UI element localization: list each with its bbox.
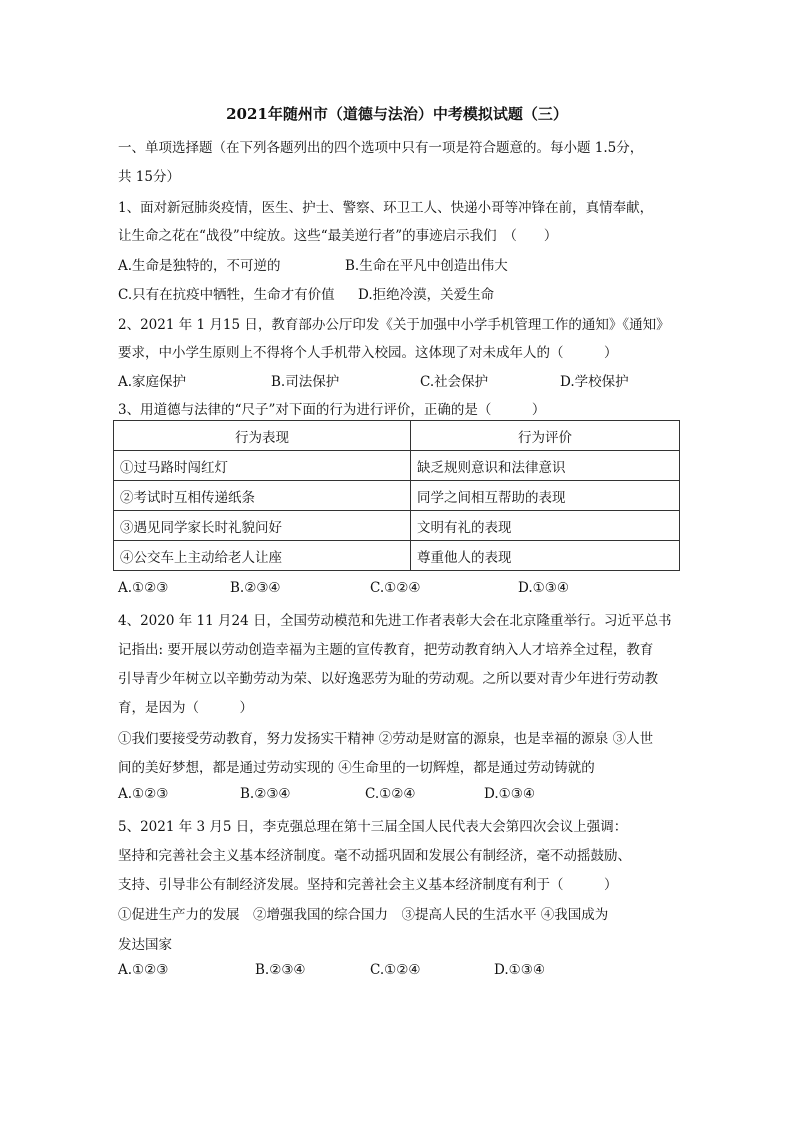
table-cell-evaluation: 文明有礼的表现 bbox=[411, 511, 680, 541]
section-instructions-line2: 共 15分） bbox=[118, 169, 180, 185]
table-cell-behavior: ④公交车上主动给老人让座 bbox=[114, 541, 411, 571]
q4-option-b: B.②③④ bbox=[240, 786, 291, 802]
table-cell-behavior: ③遇见同学家长时礼貌问好 bbox=[114, 511, 411, 541]
q3-evaluation-table bbox=[113, 420, 680, 571]
q3-option-c: C.①②④ bbox=[370, 580, 421, 596]
table-cell-evaluation: 尊重他人的表现 bbox=[411, 541, 680, 571]
table-cell-evaluation: 缺乏规则意识和法律意识 bbox=[411, 451, 680, 481]
q5-statements-line1: ①促进生产力的发展 ②增强我国的综合国力 ③提高人民的生活水平 ④我国成为 bbox=[118, 907, 609, 923]
q1-stem-line2: 让生命之花在“战役”中绽放。这些“最美逆行者”的事迹启示我们 （ ） bbox=[118, 228, 558, 244]
q4-option-a: A.①②③ bbox=[118, 786, 169, 802]
q2-option-b: B.司法保护 bbox=[271, 374, 340, 390]
q5-option-d: D.①③④ bbox=[494, 962, 545, 978]
q3-option-d: D.①③④ bbox=[518, 580, 569, 596]
q4-statements-line2: 间的美好梦想，都是通过劳动实现的 ④生命里的一切辉煌，都是通过劳动铸就的 bbox=[118, 760, 595, 776]
q4-option-d: D.①③④ bbox=[484, 786, 535, 802]
q3-stem-line1: 3、用道德与法律的“尺子”对下面的行为进行评价，正确的是（ ） bbox=[118, 402, 546, 418]
q2-option-c: C.社会保护 bbox=[420, 374, 489, 390]
page-title: 2021年随州市（道德与法治）中考模拟试题（三） bbox=[226, 105, 568, 123]
q5-stem-line1: 5、2021 年 3 月5 日，李克强总理在第十三届全国人民代表大会第四次会议上强调： bbox=[118, 819, 628, 835]
table-header-behavior: 行为表现 bbox=[114, 421, 411, 451]
table-header-evaluation: 行为评价 bbox=[411, 421, 680, 451]
q3-option-a: A.①②③ bbox=[118, 580, 169, 596]
table-cell-evaluation: 同学之间相互帮助的表现 bbox=[411, 481, 680, 511]
q1-option-c: C.只有在抗疫中牺牲，生命才有价值 bbox=[118, 287, 335, 303]
q2-stem-line1: 2、2021 年 1 月15 日，教育部办公厅印发《关于加强中小学手机管理工作的通知》《通知》 bbox=[118, 317, 670, 333]
q2-option-d: D.学校保护 bbox=[560, 374, 629, 390]
table-row bbox=[114, 541, 680, 571]
q5-stem-line2: 坚持和完善社会主义基本经济制度。毫不动摇巩固和发展公有制经济，毫不动摇鼓励、 bbox=[118, 848, 631, 864]
q5-option-a: A.①②③ bbox=[118, 962, 169, 978]
q4-option-c: C.①②④ bbox=[365, 786, 416, 802]
table-cell-behavior: ①过马路时闯红灯 bbox=[114, 451, 411, 481]
q5-stem-line3: 支持、引导非公有制经济发展。坚持和完善社会主义基本经济制度有利于（ ） bbox=[118, 877, 618, 893]
q4-stem-line4: 育，是因为（ ） bbox=[118, 700, 253, 716]
q4-stem-line3: 引导青少年树立以辛勤劳动为荣、以好逸恶劳为耻的劳动观。之所以要对青少年进行劳动教 bbox=[118, 671, 658, 687]
q5-option-c: C.①②④ bbox=[370, 962, 421, 978]
q4-statements-line1: ①我们要接受劳动教育，努力发扬实干精神 ②劳动是财富的源泉，也是幸福的源泉 ③人世 bbox=[118, 731, 654, 747]
q2-option-a: A.家庭保护 bbox=[118, 374, 187, 390]
q5-option-b: B.②③④ bbox=[255, 962, 306, 978]
q2-stem-line2: 要求，中小学生原则上不得将个人手机带入校园。这体现了对未成年人的（ ） bbox=[118, 345, 618, 361]
q4-stem-line1: 4、2020 年 11 月24 日，全国劳动模范和先进工作者表彰大会在北京隆重举行。习近平总书 bbox=[118, 613, 672, 629]
table-cell-behavior: ②考试时互相传递纸条 bbox=[114, 481, 411, 511]
table-row bbox=[114, 481, 680, 511]
table-header-row bbox=[114, 421, 680, 451]
q5-statements-line2: 发达国家 bbox=[118, 937, 172, 953]
table-row bbox=[114, 451, 680, 481]
q1-stem-line1: 1、面对新冠肺炎疫情，医生、护士、警察、环卫工人、快递小哥等冲锋在前，真情奉献， bbox=[118, 200, 654, 216]
q3-option-b: B.②③④ bbox=[230, 580, 281, 596]
q1-option-a: A.生命是独特的，不可逆的 bbox=[118, 258, 281, 274]
table-row bbox=[114, 511, 680, 541]
q1-option-d: D.拒绝冷漠，关爱生命 bbox=[358, 287, 495, 303]
section-instructions-line1: 一、单项选择题（在下列各题列出的四个选项中只有一项是符合题意的。每小题 1.5分， bbox=[118, 140, 644, 156]
q1-option-b: B.生命在平凡中创造出伟大 bbox=[345, 258, 508, 274]
q4-stem-line2: 记指出: 要开展以劳动创造幸福为主题的宣传教育，把劳动教育纳入人才培养全过程，教育 bbox=[118, 642, 654, 658]
